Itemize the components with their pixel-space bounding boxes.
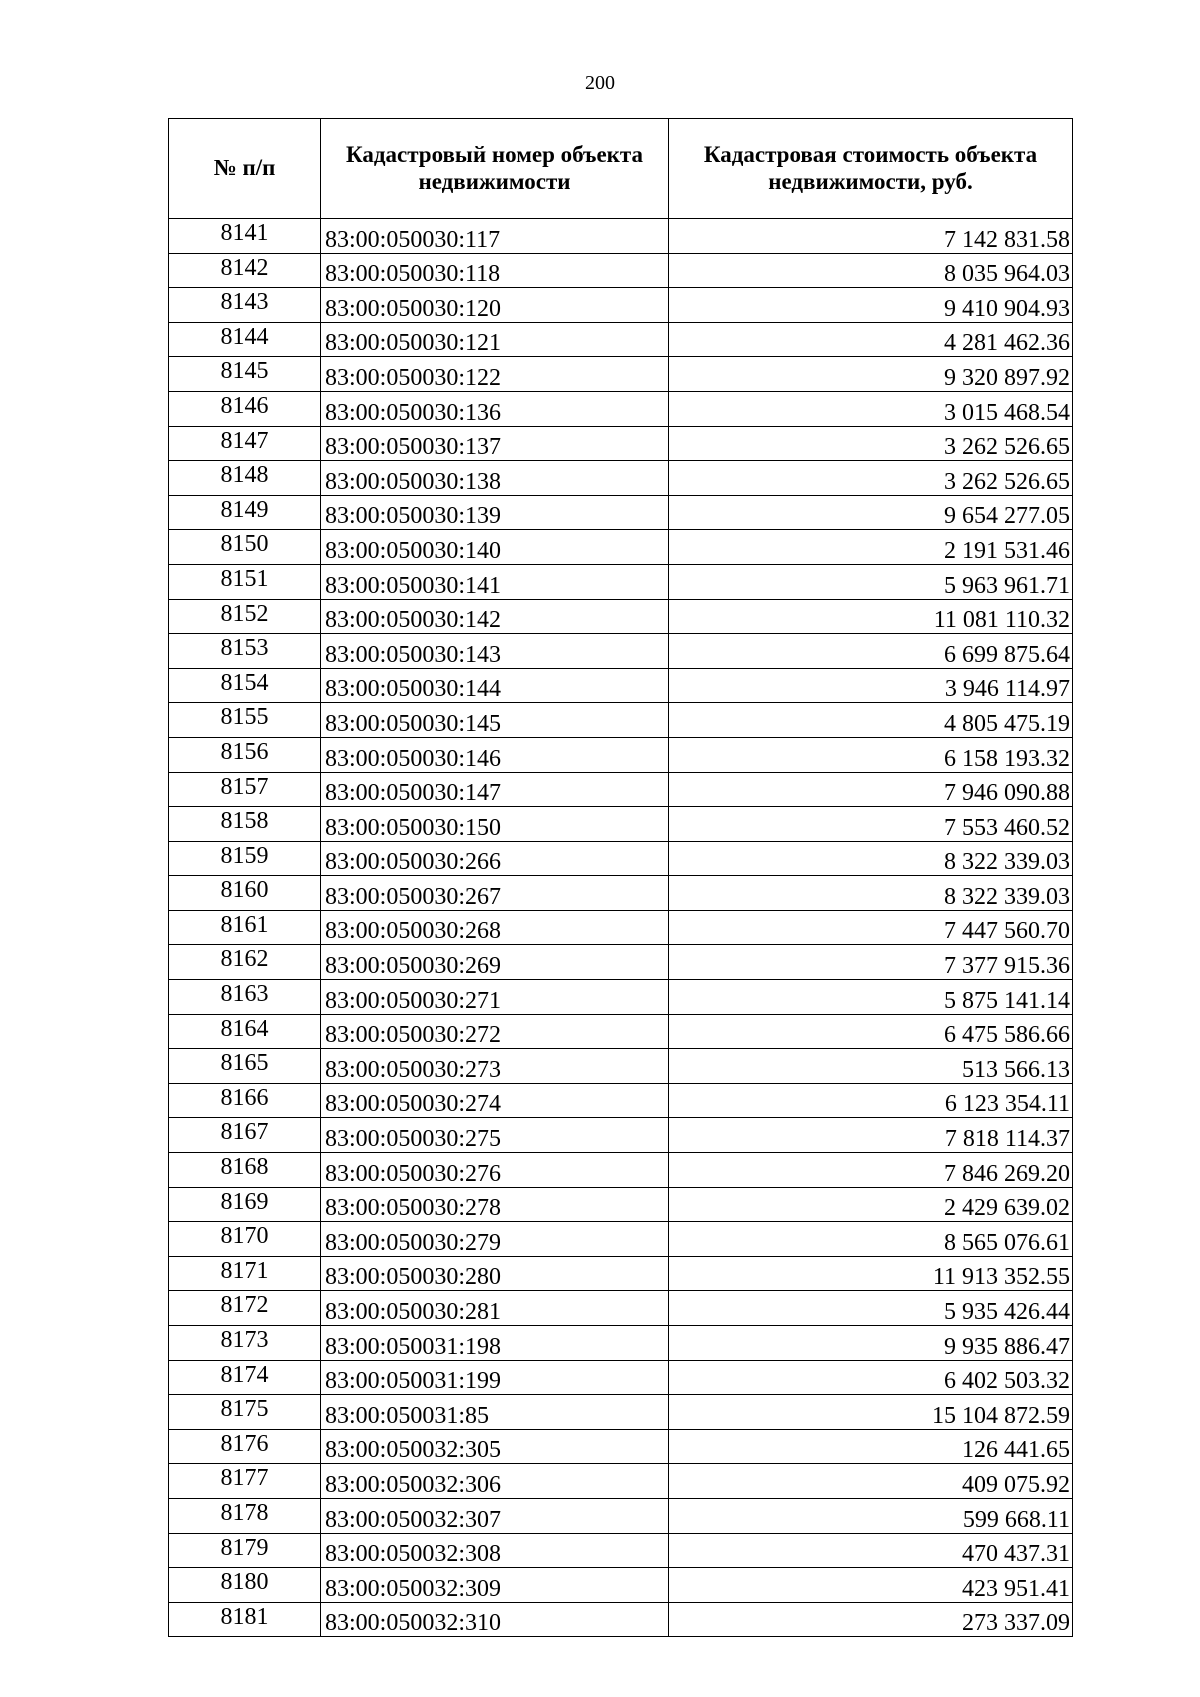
cadastral-number-cell: 83:00:050030:269	[321, 945, 669, 980]
cadastral-value-cell: 5 935 426.44	[669, 1291, 1073, 1326]
cadastral-number-cell: 83:00:050030:142	[321, 599, 669, 634]
row-number-cell: 8151	[169, 564, 321, 599]
cadastral-value-cell: 9 410 904.93	[669, 288, 1073, 323]
table-row	[169, 1014, 1073, 1049]
cadastral-value-cell: 4 281 462.36	[669, 322, 1073, 357]
cadastral-number-cell: 83:00:050032:307	[321, 1498, 669, 1533]
cadastral-value-cell: 7 447 560.70	[669, 910, 1073, 945]
row-number-cell: 8144	[169, 322, 321, 357]
row-number-cell: 8172	[169, 1291, 321, 1326]
cadastral-number-cell: 83:00:050030:121	[321, 322, 669, 357]
cadastral-number-cell: 83:00:050031:85	[321, 1395, 669, 1430]
table-row	[169, 391, 1073, 426]
cadastral-value-cell: 3 262 526.65	[669, 461, 1073, 496]
table-row	[169, 1464, 1073, 1499]
row-number-cell: 8161	[169, 910, 321, 945]
cadastral-value-cell: 126 441.65	[669, 1429, 1073, 1464]
cadastral-value-cell: 9 320 897.92	[669, 357, 1073, 392]
table-row	[169, 1498, 1073, 1533]
cadastral-value-cell: 7 553 460.52	[669, 807, 1073, 842]
table-row	[169, 461, 1073, 496]
table-row	[169, 1049, 1073, 1084]
table-header	[169, 119, 1073, 219]
table-row	[169, 1429, 1073, 1464]
cadastral-value-cell: 7 818 114.37	[669, 1118, 1073, 1153]
row-number-cell: 8155	[169, 703, 321, 738]
row-number-cell: 8166	[169, 1083, 321, 1118]
cadastral-number-cell: 83:00:050030:280	[321, 1256, 669, 1291]
table-row	[169, 1360, 1073, 1395]
table-row	[169, 1568, 1073, 1603]
table-row	[169, 945, 1073, 980]
table-row	[169, 564, 1073, 599]
cadastral-number-cell: 83:00:050032:310	[321, 1602, 669, 1637]
cadastral-value-cell: 9 654 277.05	[669, 495, 1073, 530]
row-number-cell: 8143	[169, 288, 321, 323]
table-row	[169, 1291, 1073, 1326]
cadastral-value-cell: 11 081 110.32	[669, 599, 1073, 634]
table-row	[169, 1395, 1073, 1430]
row-number-cell: 8176	[169, 1429, 321, 1464]
table-row	[169, 1256, 1073, 1291]
cadastral-number-cell: 83:00:050030:145	[321, 703, 669, 738]
cadastral-value-cell: 9 935 886.47	[669, 1326, 1073, 1361]
cadastral-number-cell: 83:00:050030:140	[321, 530, 669, 565]
table-row	[169, 1326, 1073, 1361]
table-row	[169, 807, 1073, 842]
row-number-cell: 8174	[169, 1360, 321, 1395]
cadastral-value-cell: 7 377 915.36	[669, 945, 1073, 980]
cadastral-number-cell: 83:00:050030:150	[321, 807, 669, 842]
cadastral-value-cell: 2 191 531.46	[669, 530, 1073, 565]
cadastral-number-cell: 83:00:050030:122	[321, 357, 669, 392]
cadastral-value-cell: 11 913 352.55	[669, 1256, 1073, 1291]
table-row	[169, 980, 1073, 1015]
cadastral-number-cell: 83:00:050032:306	[321, 1464, 669, 1499]
cadastral-value-cell: 8 035 964.03	[669, 253, 1073, 288]
cadastral-value-cell: 470 437.31	[669, 1533, 1073, 1568]
row-number-cell: 8150	[169, 530, 321, 565]
cadastral-value-cell: 5 875 141.14	[669, 980, 1073, 1015]
row-number-cell: 8157	[169, 772, 321, 807]
header-cadastral-number: Кадастровый номер объекта недвижимости	[321, 119, 669, 219]
cadastral-value-cell: 5 963 961.71	[669, 564, 1073, 599]
cadastral-number-cell: 83:00:050030:141	[321, 564, 669, 599]
cadastral-number-cell: 83:00:050032:305	[321, 1429, 669, 1464]
cadastral-number-cell: 83:00:050030:120	[321, 288, 669, 323]
row-number-cell: 8168	[169, 1153, 321, 1188]
row-number-cell: 8142	[169, 253, 321, 288]
table-row	[169, 634, 1073, 669]
cadastral-value-cell: 2 429 639.02	[669, 1187, 1073, 1222]
row-number-cell: 8162	[169, 945, 321, 980]
row-number-cell: 8148	[169, 461, 321, 496]
table-row	[169, 772, 1073, 807]
cadastral-value-cell: 3 262 526.65	[669, 426, 1073, 461]
table-row	[169, 599, 1073, 634]
cadastral-value-cell: 8 322 339.03	[669, 841, 1073, 876]
header-row-number: № п/п	[169, 119, 321, 219]
row-number-cell: 8145	[169, 357, 321, 392]
table-row	[169, 1187, 1073, 1222]
cadastral-value-cell: 273 337.09	[669, 1602, 1073, 1637]
row-number-cell: 8153	[169, 634, 321, 669]
cadastral-value-table	[168, 118, 1073, 1637]
row-number-cell: 8178	[169, 1498, 321, 1533]
row-number-cell: 8181	[169, 1602, 321, 1637]
cadastral-number-cell: 83:00:050030:272	[321, 1014, 669, 1049]
table-row	[169, 1533, 1073, 1568]
header-row	[169, 119, 1073, 219]
table-row	[169, 841, 1073, 876]
cadastral-number-cell: 83:00:050030:274	[321, 1083, 669, 1118]
cadastral-number-cell: 83:00:050030:267	[321, 876, 669, 911]
row-number-cell: 8163	[169, 980, 321, 1015]
row-number-cell: 8177	[169, 1464, 321, 1499]
cadastral-number-cell: 83:00:050030:147	[321, 772, 669, 807]
cadastral-number-cell: 83:00:050030:137	[321, 426, 669, 461]
cadastral-value-cell: 6 123 354.11	[669, 1083, 1073, 1118]
cadastral-value-cell: 8 565 076.61	[669, 1222, 1073, 1257]
table-row	[169, 703, 1073, 738]
row-number-cell: 8159	[169, 841, 321, 876]
row-number-cell: 8160	[169, 876, 321, 911]
cadastral-value-cell: 8 322 339.03	[669, 876, 1073, 911]
row-number-cell: 8158	[169, 807, 321, 842]
table-row	[169, 1602, 1073, 1637]
cadastral-number-cell: 83:00:050030:146	[321, 737, 669, 772]
row-number-cell: 8180	[169, 1568, 321, 1603]
table-row	[169, 357, 1073, 392]
cadastral-number-cell: 83:00:050032:308	[321, 1533, 669, 1568]
row-number-cell: 8173	[169, 1326, 321, 1361]
row-number-cell: 8156	[169, 737, 321, 772]
table-row	[169, 737, 1073, 772]
cadastral-value-cell: 4 805 475.19	[669, 703, 1073, 738]
cadastral-number-cell: 83:00:050030:278	[321, 1187, 669, 1222]
table-row	[169, 530, 1073, 565]
cadastral-value-cell: 7 846 269.20	[669, 1153, 1073, 1188]
table-row	[169, 1118, 1073, 1153]
row-number-cell: 8152	[169, 599, 321, 634]
cadastral-value-cell: 6 158 193.32	[669, 737, 1073, 772]
cadastral-number-cell: 83:00:050030:144	[321, 668, 669, 703]
table-row	[169, 1222, 1073, 1257]
cadastral-value-cell: 409 075.92	[669, 1464, 1073, 1499]
table-row	[169, 1083, 1073, 1118]
cadastral-value-cell: 423 951.41	[669, 1568, 1073, 1603]
cadastral-value-cell: 3 015 468.54	[669, 391, 1073, 426]
cadastral-value-cell: 599 668.11	[669, 1498, 1073, 1533]
table-row	[169, 876, 1073, 911]
row-number-cell: 8175	[169, 1395, 321, 1430]
cadastral-number-cell: 83:00:050030:275	[321, 1118, 669, 1153]
row-number-cell: 8146	[169, 391, 321, 426]
table-row	[169, 910, 1073, 945]
cadastral-value-cell: 6 402 503.32	[669, 1360, 1073, 1395]
table-row	[169, 253, 1073, 288]
cadastral-number-cell: 83:00:050030:273	[321, 1049, 669, 1084]
cadastral-number-cell: 83:00:050031:199	[321, 1360, 669, 1395]
table-row	[169, 426, 1073, 461]
cadastral-number-cell: 83:00:050030:139	[321, 495, 669, 530]
cadastral-number-cell: 83:00:050030:117	[321, 219, 669, 254]
cadastral-number-cell: 83:00:050030:281	[321, 1291, 669, 1326]
table-row	[169, 495, 1073, 530]
cadastral-value-cell: 7 142 831.58	[669, 219, 1073, 254]
cadastral-number-cell: 83:00:050030:279	[321, 1222, 669, 1257]
table-row	[169, 219, 1073, 254]
table-body	[169, 219, 1073, 1637]
row-number-cell: 8164	[169, 1014, 321, 1049]
cadastral-number-cell: 83:00:050031:198	[321, 1326, 669, 1361]
row-number-cell: 8165	[169, 1049, 321, 1084]
cadastral-value-cell: 513 566.13	[669, 1049, 1073, 1084]
cadastral-number-cell: 83:00:050030:138	[321, 461, 669, 496]
row-number-cell: 8167	[169, 1118, 321, 1153]
cadastral-value-cell: 6 475 586.66	[669, 1014, 1073, 1049]
row-number-cell: 8170	[169, 1222, 321, 1257]
row-number-cell: 8154	[169, 668, 321, 703]
row-number-cell: 8147	[169, 426, 321, 461]
cadastral-number-cell: 83:00:050032:309	[321, 1568, 669, 1603]
table-row	[169, 288, 1073, 323]
row-number-cell: 8149	[169, 495, 321, 530]
row-number-cell: 8179	[169, 1533, 321, 1568]
cadastral-value-cell: 6 699 875.64	[669, 634, 1073, 669]
cadastral-number-cell: 83:00:050030:118	[321, 253, 669, 288]
cadastral-value-cell: 3 946 114.97	[669, 668, 1073, 703]
row-number-cell: 8169	[169, 1187, 321, 1222]
row-number-cell: 8141	[169, 219, 321, 254]
cadastral-number-cell: 83:00:050030:143	[321, 634, 669, 669]
table-row	[169, 668, 1073, 703]
page-number: 200	[585, 72, 615, 94]
table-row	[169, 322, 1073, 357]
cadastral-number-cell: 83:00:050030:136	[321, 391, 669, 426]
cadastral-value-cell: 7 946 090.88	[669, 772, 1073, 807]
header-cadastral-value: Кадастровая стоимость объекта недвижимости, руб.	[669, 119, 1073, 219]
cadastral-number-cell: 83:00:050030:276	[321, 1153, 669, 1188]
cadastral-number-cell: 83:00:050030:268	[321, 910, 669, 945]
cadastral-number-cell: 83:00:050030:271	[321, 980, 669, 1015]
cadastral-value-cell: 15 104 872.59	[669, 1395, 1073, 1430]
row-number-cell: 8171	[169, 1256, 321, 1291]
table-row	[169, 1153, 1073, 1188]
cadastral-number-cell: 83:00:050030:266	[321, 841, 669, 876]
